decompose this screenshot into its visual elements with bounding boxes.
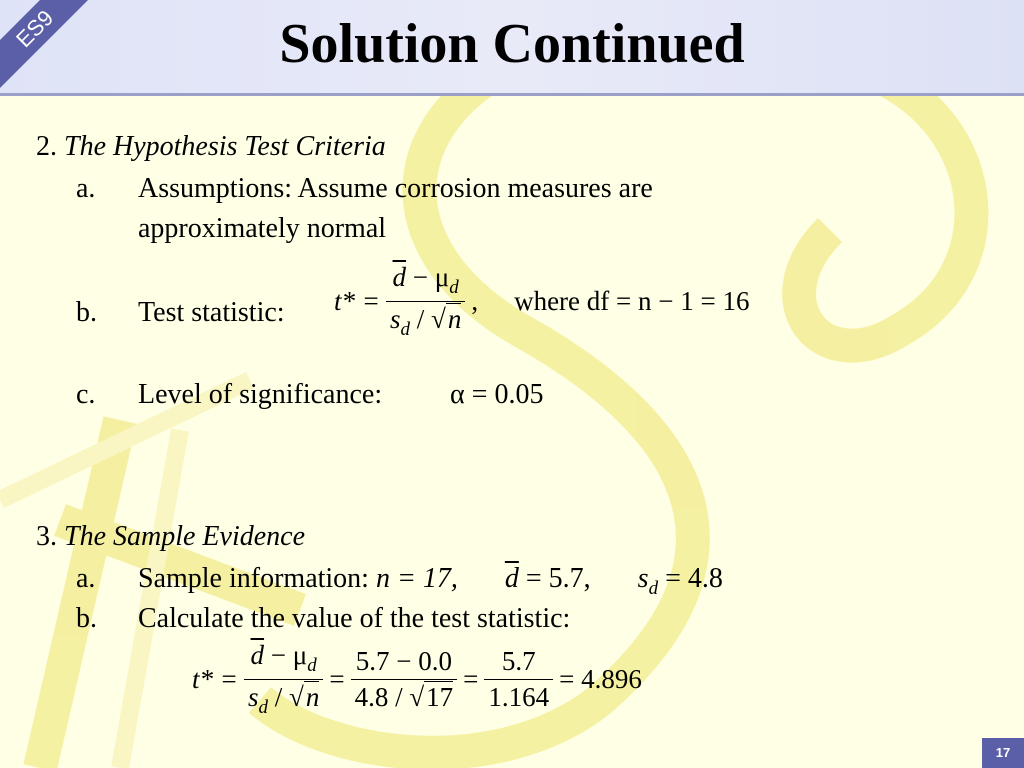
calc-f2-den-a: 4.8 / √ (354, 682, 425, 712)
calc-sqrt-n: n (305, 682, 320, 712)
calc-fraction-1 (244, 640, 323, 719)
item-3a-label: a. (76, 563, 96, 594)
sample-dbar-value: = 5.7, (518, 563, 591, 594)
t-fraction (386, 262, 465, 341)
calc-over-sqrt: / √ (268, 682, 304, 712)
t-star-lhs: t* = (334, 286, 380, 316)
s: s (389, 304, 401, 334)
course-badge: ES9 (0, 0, 100, 94)
s-sub: d (400, 319, 410, 340)
calc-lhs: t* = (192, 664, 238, 694)
minus-mu: − μ (406, 262, 450, 292)
slide-title: Solution Continued (279, 13, 745, 75)
dbar: $\overline{d}$ (392, 262, 407, 292)
item-2b-label: b. (76, 297, 97, 328)
sample-sd-sub: d (648, 578, 659, 599)
calc-equals-2: = (463, 664, 479, 694)
df-expression: where df = n − 1 = 16 (514, 286, 750, 316)
sample-dbar: $\overline{d}$ (504, 563, 519, 594)
item-2c-label: c. (76, 379, 96, 410)
calc-fraction-3 (484, 646, 553, 713)
sample-sd-value: = 4.8 (658, 563, 723, 594)
section-2-number: 2. (36, 131, 57, 162)
calc-s-sub: d (258, 697, 268, 718)
calc-fraction-2 (351, 646, 458, 713)
calc-equals-1: = (329, 664, 345, 694)
item-2b-text: Test statistic: (138, 297, 285, 328)
item-3b-text: Calculate the value of the test statistic: (138, 603, 571, 634)
calc-f3-numerator: 5.7 (501, 646, 536, 676)
calc-mu-sub: d (307, 655, 317, 676)
test-statistic-formula (334, 262, 749, 341)
formula-comma: , (471, 286, 479, 316)
section-3-title: The Sample Evidence (64, 521, 306, 552)
over-sqrt: / √ (410, 304, 446, 334)
calc-f2-numerator: 5.7 − 0.0 (355, 646, 452, 676)
item-3a-text (138, 562, 723, 606)
sample-n: n = 17, (375, 563, 458, 594)
item-2a-text-1: Assumptions: Assume corrosion measures are (138, 173, 653, 204)
calc-minus-mu: − μ (264, 640, 308, 670)
item-3b-label: b. (76, 603, 97, 634)
section-2-heading (36, 130, 386, 164)
calc-s: s (247, 682, 259, 712)
alpha-value: α = 0.05 (450, 379, 544, 410)
calc-result: = 4.896 (559, 664, 642, 694)
section-2-title: The Hypothesis Test Criteria (64, 131, 386, 162)
section-3-number: 3. (36, 521, 57, 552)
slide-number: 17 (982, 738, 1024, 768)
mu-sub: d (449, 277, 459, 298)
sample-info-label: Sample information: (138, 563, 369, 594)
item-2a-text-2: approximately normal (138, 213, 387, 244)
sample-sd: s (637, 563, 649, 594)
calc-dbar: $\overline{d}$ (250, 640, 265, 670)
test-statistic-calculation (192, 640, 642, 719)
calc-f2-den-b: 17 (426, 682, 454, 712)
item-2c-text: Level of significance: (138, 379, 383, 410)
calc-f3-denominator: 1.164 (484, 679, 553, 713)
item-2a-label: a. (76, 173, 96, 204)
section-3-heading (36, 520, 305, 554)
sqrt-n: n (447, 304, 462, 334)
